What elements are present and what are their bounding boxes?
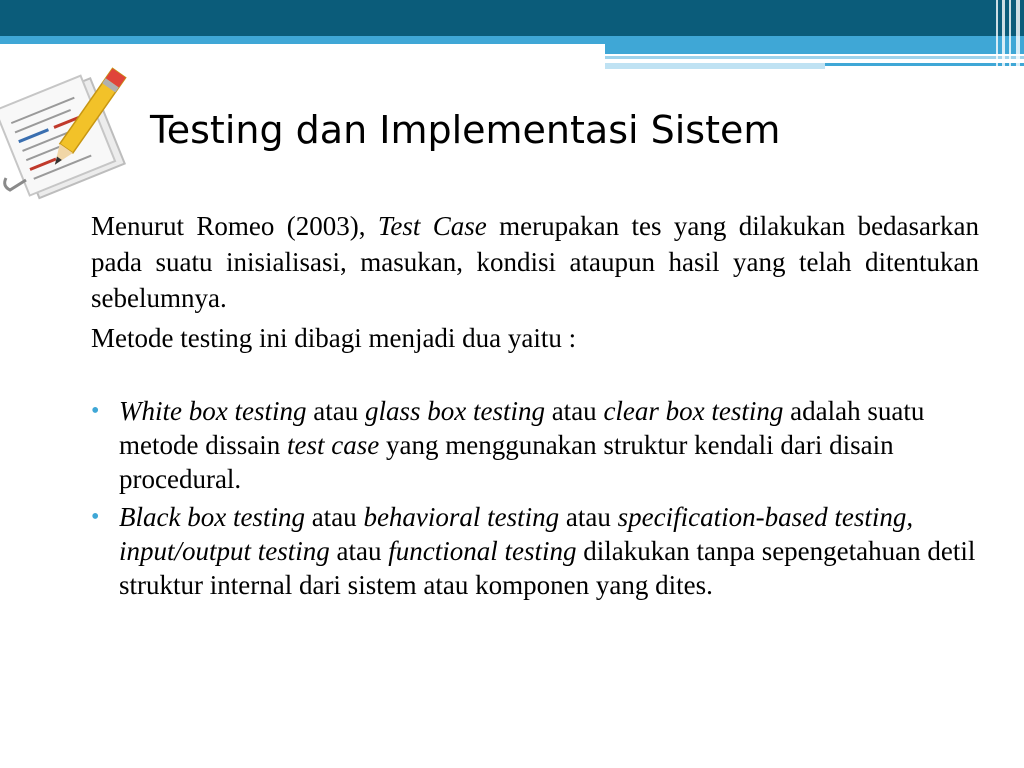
header-accent-band (0, 36, 1024, 44)
text: atau (544, 396, 604, 426)
bullet-dot-icon: • (91, 504, 100, 530)
text: atau (329, 536, 389, 566)
document-pencil-icon (0, 60, 150, 200)
list-item-text (119, 396, 924, 494)
term: glass box testing (364, 396, 545, 426)
bullet-dot-icon: • (91, 398, 100, 424)
list-item-black-box (91, 500, 979, 602)
header-band (0, 0, 1024, 36)
text: atau (559, 502, 618, 532)
header-stripe (605, 63, 825, 69)
text: adalah suatu metode dissain (119, 396, 925, 460)
intro-term-test-case: Test Case (377, 211, 487, 241)
term: test case (286, 430, 380, 460)
term: Black box testing (119, 502, 305, 532)
text: atau (306, 396, 365, 426)
bullet-list (91, 394, 979, 602)
intro-text-start: Menurut Romeo (2003), (91, 211, 378, 241)
slide-body (91, 208, 979, 606)
text: dilakukan tanpa sepengetahuan detil struktur internal dari sistem atau komponen yang dites. (119, 536, 976, 600)
term: functional testing (388, 536, 577, 566)
list-item-text (119, 502, 975, 600)
header-stripe (605, 56, 1024, 59)
term: specification-based testing, input/output testing (119, 502, 914, 566)
methods-intro: Metode testing ini dibagi menjadi dua yaitu : (91, 323, 577, 353)
intro-text-end: merupakan tes yang dilakukan bedasarkan pada suatu inisialisasi, masukan, kondisi ataupun hasil yang telah ditentukan sebelumnya. (91, 211, 980, 313)
header-stripe (605, 44, 1024, 54)
term: behavioral testing (363, 502, 560, 532)
intro-paragraph (91, 208, 979, 316)
slide-title: Testing dan Implementasi Sistem (150, 108, 781, 152)
list-item-white-box (91, 394, 979, 496)
header-vertical-lines (990, 0, 1024, 70)
text: atau (304, 502, 364, 532)
term: clear box testing (603, 396, 784, 426)
text: yang menggunakan struktur kendali dari disain procedural. (119, 430, 894, 494)
term: White box testing (119, 396, 307, 426)
